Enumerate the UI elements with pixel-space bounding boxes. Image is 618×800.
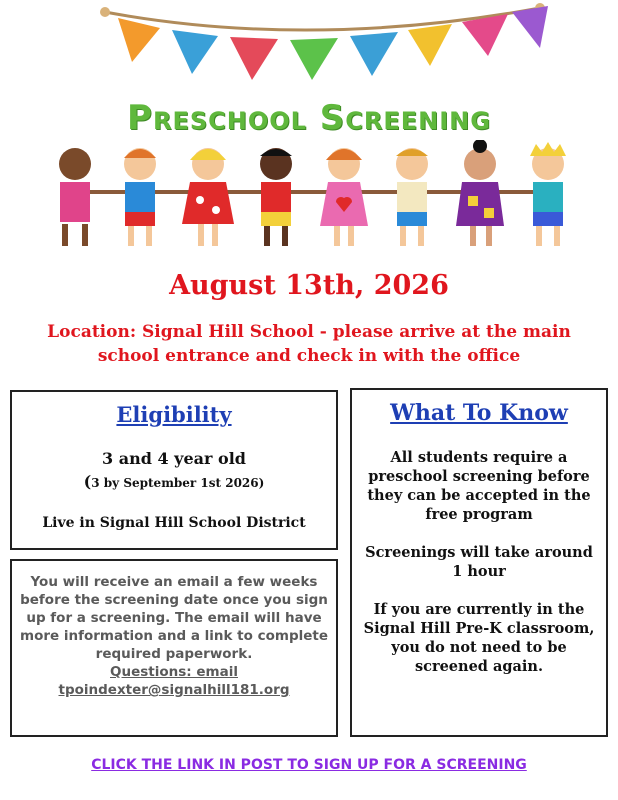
email-info-text	[20, 573, 328, 699]
email-info-box	[10, 559, 338, 737]
eligibility-age-note	[12, 472, 336, 491]
page-title: Preschool Screening	[127, 98, 491, 138]
questions-label: Questions: email	[110, 664, 238, 680]
eligibility-district: Live in Signal Hill School District	[42, 515, 306, 531]
email-info-paragraph: You will receive an email a few weeks before the screening date once you sign up for a screening. The email will have more information and a link to complete required paperwork.	[20, 574, 329, 662]
what-to-know-item: All students require a preschool screening before they can be accepted in the free program	[367, 449, 591, 523]
eligibility-note-paren: (	[83, 472, 92, 491]
eligibility-age: 3 and 4 year old	[102, 449, 246, 468]
bunting-banner-icon	[0, 0, 618, 90]
signup-call-to-action-link[interactable]: CLICK THE LINK IN POST TO SIGN UP FOR A SCREENING	[91, 757, 527, 773]
what-to-know-box	[350, 388, 608, 737]
eligibility-heading: Eligibility	[116, 402, 232, 427]
eligibility-box	[10, 390, 338, 550]
what-to-know-item: If you are currently in the Signal Hill Pre-K classroom, you do not need to be screened again.	[363, 601, 595, 675]
event-location: Location: Signal Hill School - please arrive at the main school entrance and check in with the office	[47, 322, 571, 366]
what-to-know-text	[362, 448, 596, 676]
what-to-know-heading: What To Know	[390, 400, 568, 426]
what-to-know-item: Screenings will take around 1 hour	[365, 544, 593, 580]
children-holding-hands-icon	[40, 140, 580, 252]
event-date: August 13th, 2026	[169, 270, 449, 301]
eligibility-note-text: 3 by September 1st 2026)	[91, 476, 265, 490]
contact-email-link[interactable]: tpoindexter@signalhill181.org	[58, 682, 290, 698]
